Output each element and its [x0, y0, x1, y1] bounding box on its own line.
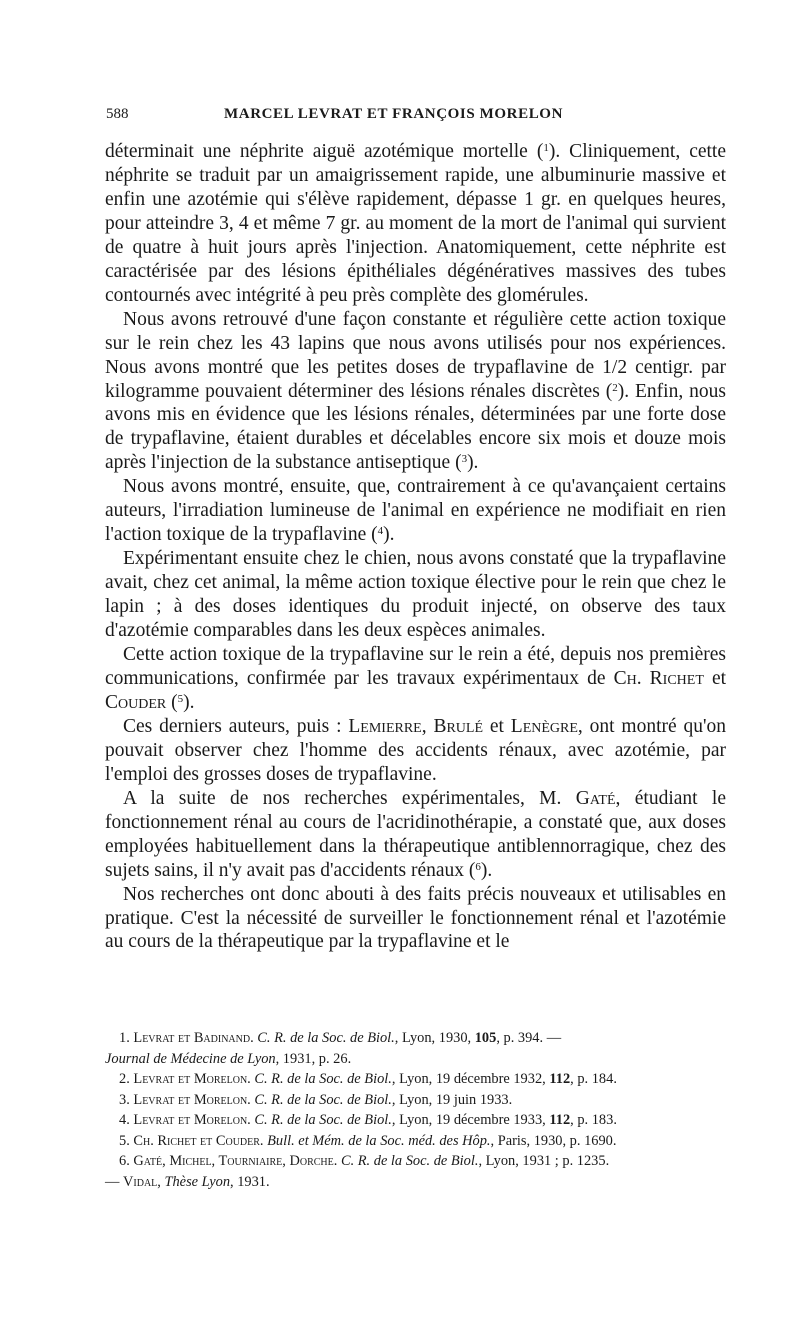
author-name: Gaté	[575, 787, 616, 809]
paragraph-5: Cette action toxique de la trypaflavine sur le rein a été, depuis nos premières communications, confirmée par les travaux expérimentaux de Ch. Richet et Couder ($^5$).	[105, 644, 727, 713]
footnote-6-continued: — Vidal, Thèse Lyon, 1931.	[105, 1173, 270, 1190]
footnote-ref: 4	[377, 525, 384, 538]
footnote-ref: 1	[543, 142, 549, 154]
author-name: Lenègre	[510, 715, 578, 737]
footnote-ref: 3	[461, 453, 468, 466]
paragraph-4: Expérimentant ensuite chez le chien, nous avons constaté que la trypaflavine avait, chez cet animal, la même action toxique élective pour le rein que chez le lapin ; à des doses identiques du produit injecté, on observe des taux d'azotémie comparables dans les deux espèces animales.	[105, 548, 726, 642]
author-name: Couder	[105, 691, 167, 713]
running-header	[106, 106, 738, 128]
author-name: Lemierre, Brulé	[348, 715, 484, 737]
footnote-ref: 2	[612, 381, 618, 394]
paragraph-2: Nous avons retrouvé d'une façon constante et régulière cette action toxique sur le rein chez les 43 lapins que nous avons utilisés pour nos expériences. Nous avons montré que les petites doses de trypaflavine de 1/2 centigr. par kilogramme pouvaient déterminer des lésions rénales discrètes ($^2$). Enfin, nous avons mis en évidence que les lésions rénales, déterminées par une forte dose de trypaflavine, étaient durables et décelables encore six mois et douze mois après l'injection de la substance antiseptique ($^3$).	[105, 308, 726, 474]
body-text	[105, 140, 726, 954]
footnote-ref: 5	[177, 692, 184, 705]
footnote-5: 5. Ch. Richet et Couder. Bull. et Mém. de la Soc. méd. des Hôp., Paris, 1930, p. 1690.	[119, 1132, 617, 1149]
author-name: Ch. Richet	[613, 667, 704, 689]
paragraph-8: Nos recherches ont donc abouti à des faits précis nouveaux et utilisables en pratique. C'est la nécessité de surveiller le fonctionnement rénal et l'azotémie au cours de la thérapeutique par la trypaflavine et le	[105, 883, 726, 953]
footnote-4: 4. Levrat et Morelon. C. R. de la Soc. de Biol., Lyon, 19 décembre 1933, 112, p. 183.	[119, 1112, 617, 1128]
footnote-6: 6. Gaté, Michel, Tourniaire, Dorche. C. R. de la Soc. de Biol., Lyon, 1931 ; p. 1235.	[119, 1153, 610, 1169]
paragraph-7: A la suite de nos recherches expérimentales, M. Gaté, étudiant le fonctionnement rénal au cours de l'acridinothérapie, a constaté que, aux doses employées habituellement dans la thérapeutique antiblennorragique, chez des sujets sains, il n'y avait pas d'accidents rénaux ($^6$).	[105, 787, 726, 881]
footnote-2: 2. Levrat et Morelon. C. R. de la Soc. de Biol., Lyon, 19 décembre 1932, 112, p. 184.	[119, 1071, 617, 1087]
running-title-authors: MARCEL LEVRAT ET FRANÇOIS MORELON	[224, 106, 564, 122]
footnotes	[105, 1028, 737, 1192]
footnote-1-continued: Journal de Médecine de Lyon, 1931, p. 26.	[105, 1050, 352, 1067]
paragraph-3: Nous avons montré, ensuite, que, contrairement à ce qu'avançaient certains auteurs, l'irradiation lumineuse de l'animal en expérience ne modifiait en rien l'action toxique de la trypaflavine ($^4$).	[105, 476, 726, 546]
paragraph-1: déterminait une néphrite aiguë azotémique mortelle ($^1$). Cliniquement, cette néphrite se traduit par un amaigrissement rapide, une albuminurie massive et enfin une azotémie qui s'élève rapidement, dépasse 1 gr. en quelques heures, pour atteindre 3, 4 et même 7 gr. au moment de la mort de l'animal qui survient de quatre à huit jours après l'injection. Anatomiquement, cette néphrite est caractérisée par des lésions épithéliales dégénératives massives des tubes contournés avec intégrité à peu près complète des glomérules.	[105, 141, 726, 306]
footnote-ref: 6	[475, 860, 481, 873]
footnote-3: 3. Levrat et Morelon. C. R. de la Soc. de Biol., Lyon, 19 juin 1933.	[119, 1091, 513, 1108]
footnote-1: 1. Levrat et Badinand. C. R. de la Soc. de Biol., Lyon, 1930, 105, p. 394. —	[119, 1030, 562, 1046]
paragraph-6: Ces derniers auteurs, puis : Lemierre, Brulé et Lenègre, ont montré qu'on pouvait observer chez l'homme des accidents rénaux, avec azotémie, par l'emploi des grosses doses de trypaflavine.	[105, 715, 726, 785]
page-number: 588	[106, 106, 129, 122]
